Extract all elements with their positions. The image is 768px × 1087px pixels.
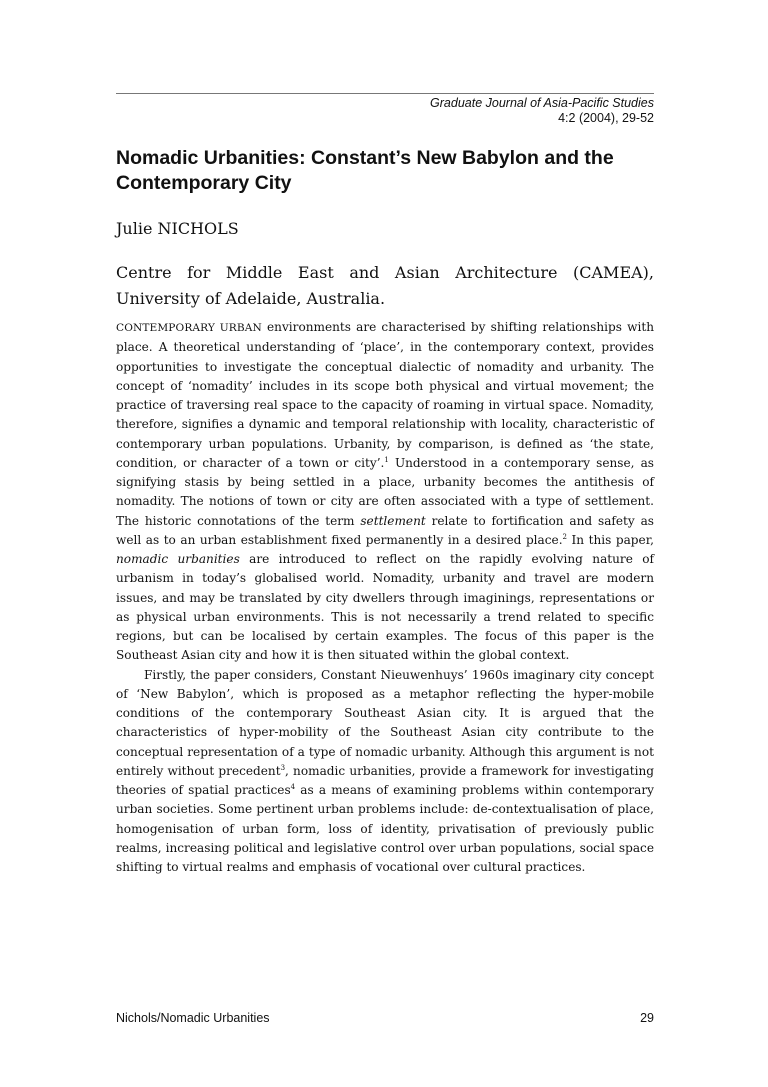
footnote-ref-2[interactable]: 2 [562,532,568,541]
footnote-ref-1[interactable]: 1 [384,455,389,464]
running-title: Nichols/Nomadic Urbanities [116,1011,270,1025]
small-caps-lead: CONTEMPORARY URBAN [116,322,262,334]
footnote-ref-4[interactable]: 4 [290,782,296,791]
paragraph-text: relate to fortification and safety as well as to an urban establishment fixed permanently in a desired place. [116,513,654,547]
paragraph-2 [116,666,654,878]
italic-term: nomadic urbanities [116,552,240,566]
article-body [116,318,654,877]
paragraph-text: Understood in a contemporary sense, as signifying stasis by being settled in a place, urbanity becomes the antithesis of nomadity. The notions of town or city are often associated with a type of settlement. The historic connotations of the term [116,455,654,528]
paragraph-text: environments are characterised by shifting relationships with place. A theoretical understanding of ‘place’, in the contemporary context, provides opportunities to investigate the conceptual dialectic of nomadity and urbanity. The concept of ‘nomadity’ includes in its scope both physical and virtual movement; the practice of traversing real space to the capacity of roaming in virtual space. Nomadity, therefore, signifies a dynamic and temporal relationship with locality, characteristic of contemporary urban populations. Urbanity, by comparison, is defined as ‘the state, condition, or character of a town or city’. [116,320,654,470]
italic-term: settlement [360,513,426,528]
page-number: 29 [640,1011,654,1025]
paragraph-text: are introduced to reflect on the rapidly evolving nature of urbanism in today’s globalised world. Nomadity, urbanity and travel are modern issues, and may be translated by city dwellers through imaginings, representations or as physical urban environments. This is not necessarily a trend related to specific regions, but can be localised by certain examples. The focus of this paper is the Southeast Asian city and how it is then situated within the global context. [116,552,654,663]
paragraph-1 [116,318,654,666]
paragraph-text: , nomadic urbanities, provide a framework for investigating theories of spatial practices [116,763,654,797]
journal-name: Graduate Journal of Asia-Pacific Studies [430,96,654,110]
paragraph-text: In this paper, [567,532,655,547]
journal-header [116,96,654,125]
author-name: Julie NICHOLS [116,219,239,238]
journal-issue: 4:2 (2004), 29-52 [558,110,654,125]
footnote-ref-3[interactable]: 3 [280,763,286,772]
page-footer [116,1011,654,1026]
paragraph-text: Firstly, the paper considers, Constant Nieuwenhuys’ 1960s imaginary city concept of ‘New Babylon’, which is proposed as a metaphor reflecting the hyper-mobile conditions of the contemporary Southeast Asian city. It is argued that the characteristics of hyper-mobility of the Southeast Asian city contribute to the conceptual representation of a type of nomadic urbanity. Although this argument is not entirely without precedent [116,667,654,778]
header-rule [116,93,654,94]
author-affiliation: Centre for Middle East and Asian Architecture (CAMEA), University of Adelaide, Australia. [116,263,654,308]
article-title: Nomadic Urbanities: Constant’s New Babylon and the Contemporary City [116,147,614,194]
paragraph-text: as a means of examining problems within contemporary urban societies. Some pertinent urban problems include: de-contextualisation of place, homogenisation of urban form, loss of identity, privatisation of previously public realms, increasing political and legislative control over urban populations, social space shifting to virtual realms and emphasis of vocational over cultural practices. [116,783,654,874]
